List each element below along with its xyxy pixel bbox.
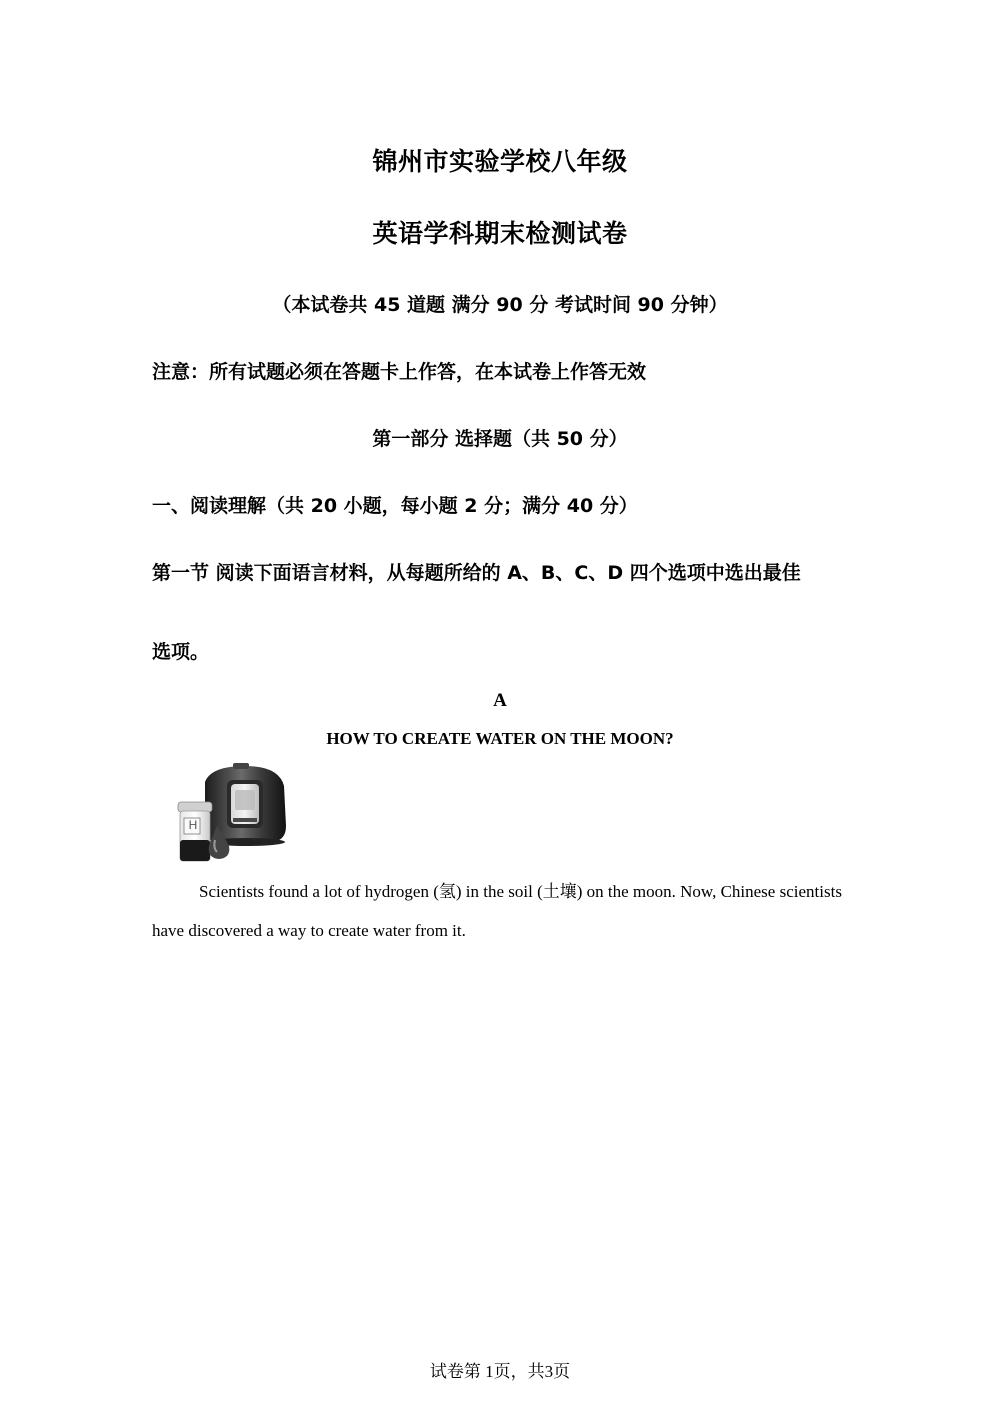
page-indicator: 试卷第 1页，共3页 bbox=[429, 1362, 571, 1381]
exam-title-line1: 锦州市实验学校八年级 bbox=[372, 147, 628, 176]
jar-label: H bbox=[188, 818, 198, 832]
exam-info: （本试卷共 45 道题 满分 90 分 考试时间 90 分钟） bbox=[272, 294, 728, 316]
section-heading-reading: 一、阅读理解（共 20 小题，每小题 2 分；满分 40 分） bbox=[152, 495, 638, 517]
passage-title: HOW TO CREATE WATER ON THE MOON? bbox=[326, 729, 674, 748]
passage-letter: A bbox=[493, 690, 507, 711]
exam-title-line2: 英语学科期末检测试卷 bbox=[372, 219, 628, 248]
passage-paragraph: Scientists found a lot of hydrogen (氢) in the soil (土壤) on the moon. Now, Chinese scientists have discovered a way to create water from it. bbox=[152, 882, 842, 940]
subsection-instruction-line2: 选项。 bbox=[152, 641, 210, 663]
notice: 注意：所有试题必须在答题卡上作答，在本试卷上作答无效 bbox=[152, 361, 647, 383]
part-one-heading: 第一部分 选择题（共 50 分） bbox=[372, 428, 628, 450]
water-maker-machine-with-hydrogen-jar-icon bbox=[175, 762, 290, 864]
subsection-instruction-line1: 第一节 阅读下面语言材料，从每题所给的 A、B、C、D 四个选项中选出最佳 bbox=[152, 562, 801, 584]
